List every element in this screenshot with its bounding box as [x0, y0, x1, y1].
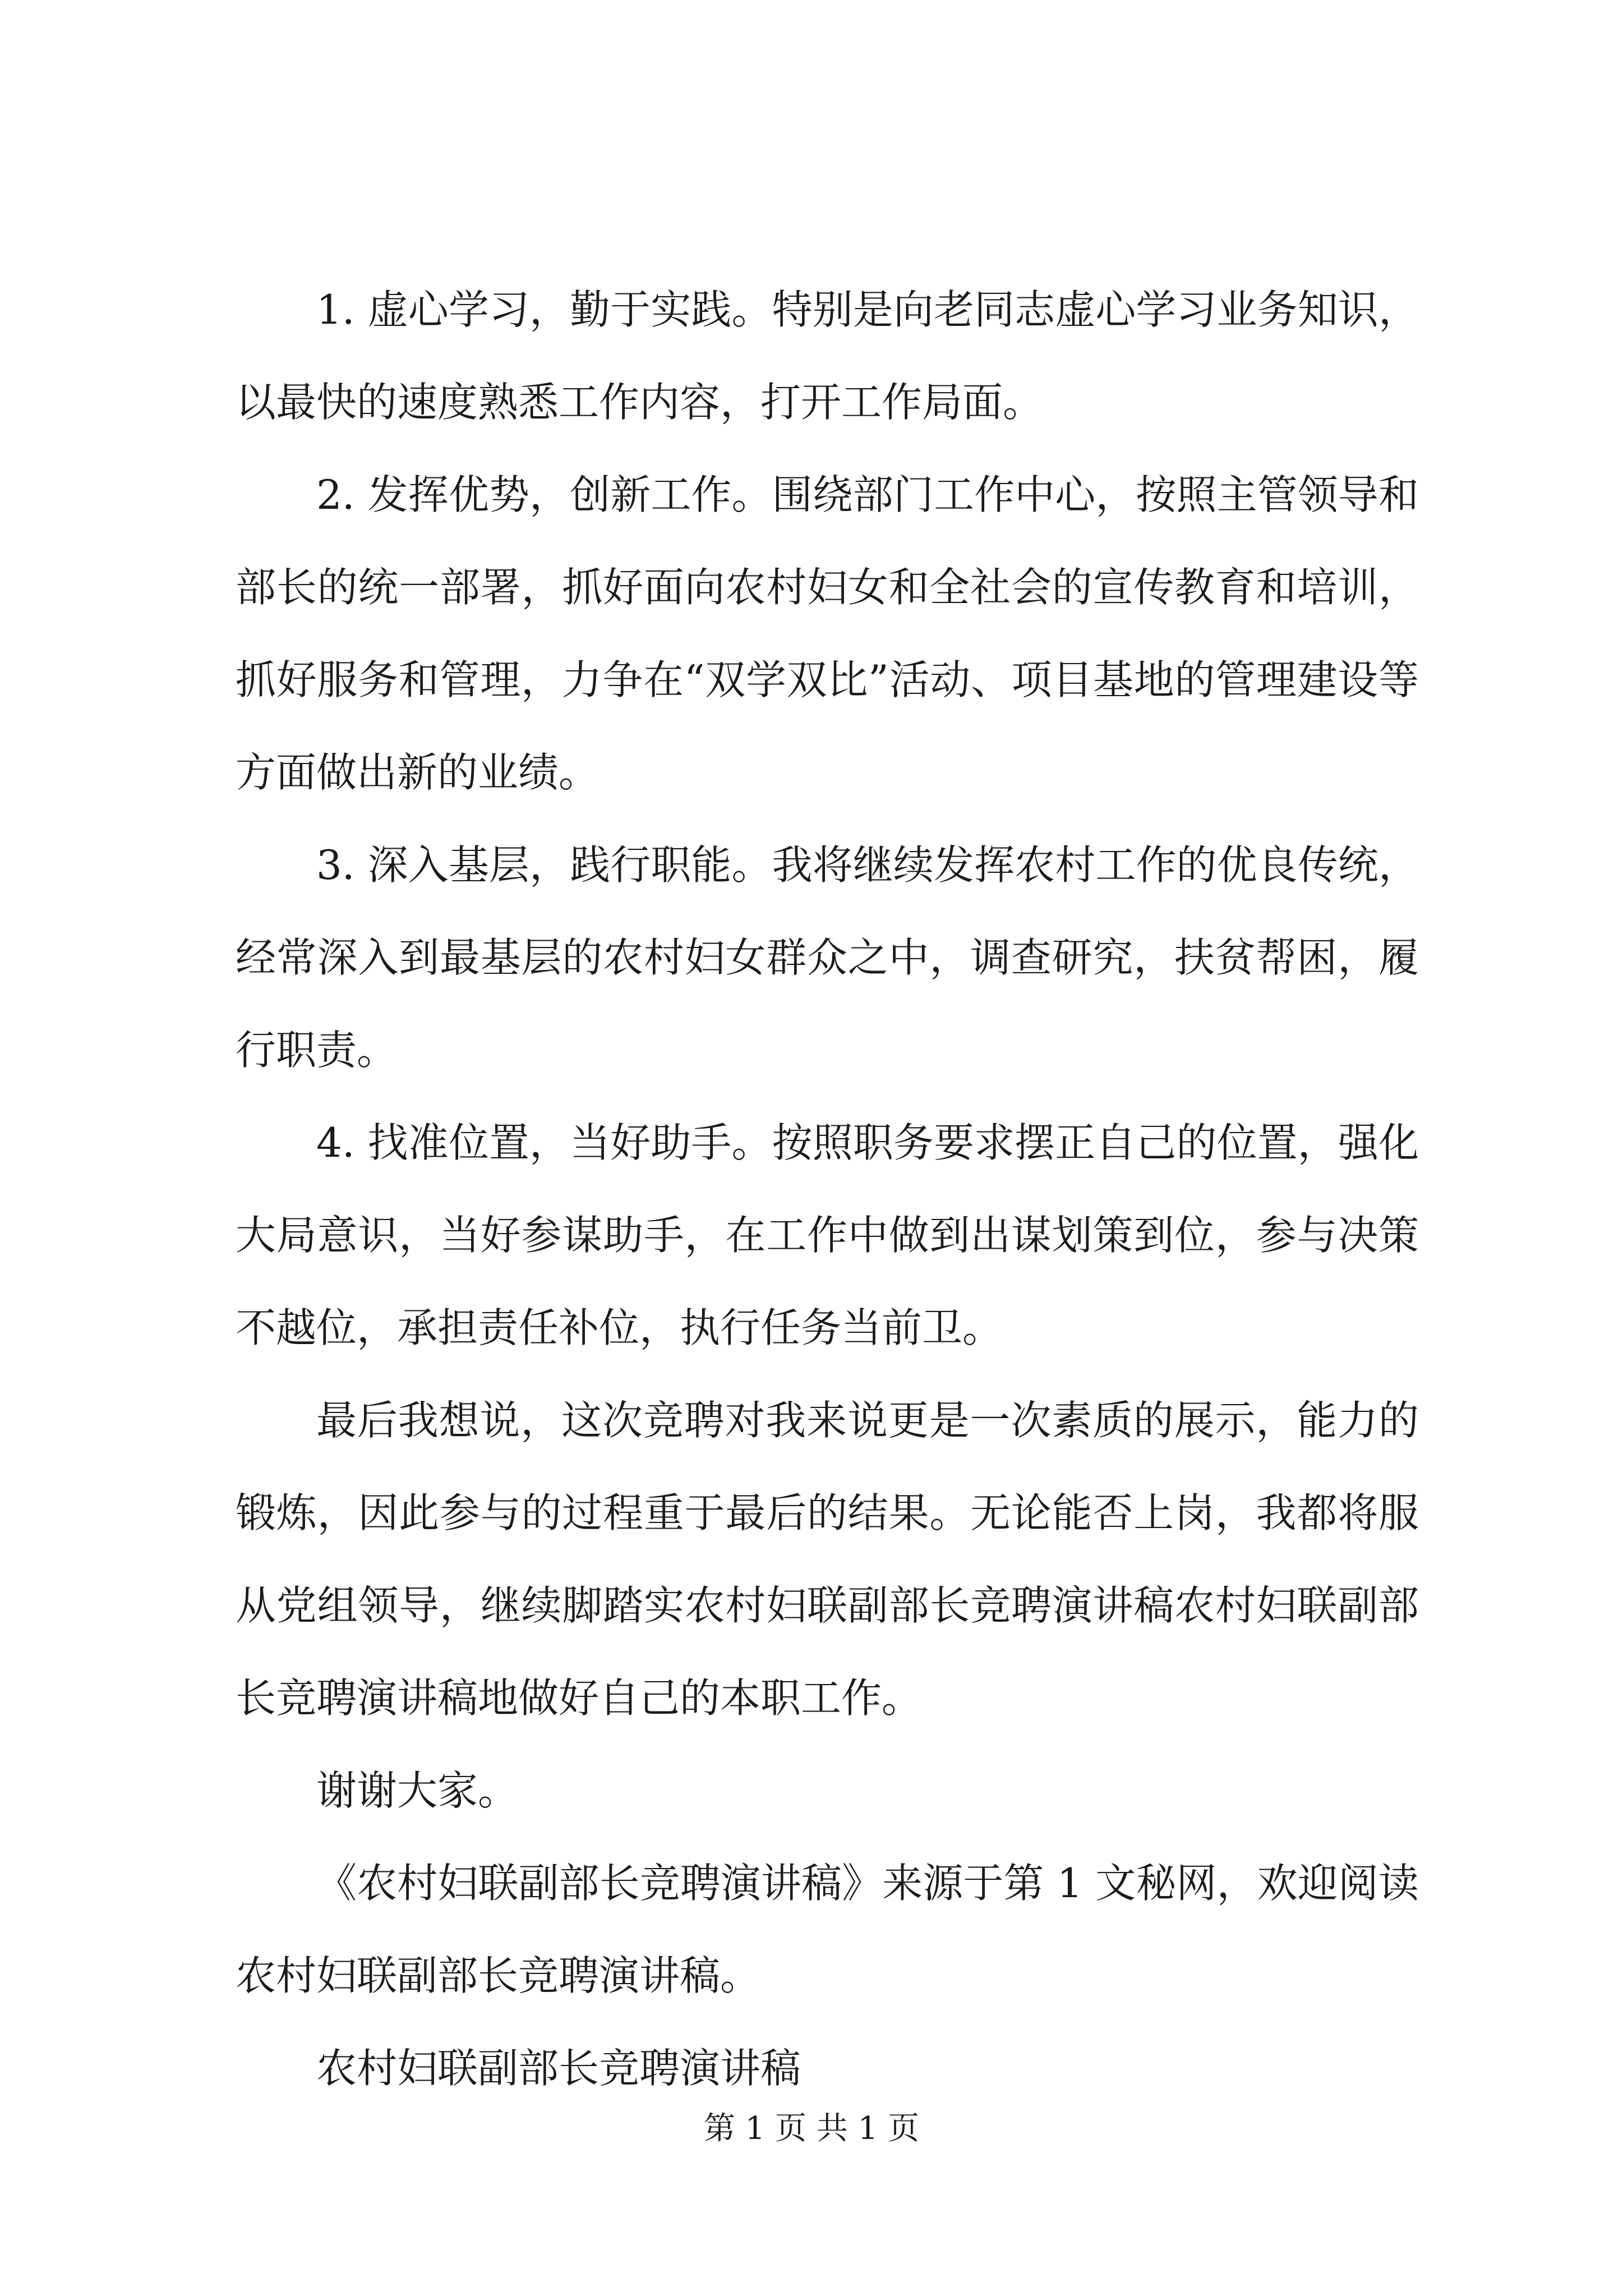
paragraph-thanks: 谢谢大家。	[316, 1767, 519, 1814]
paragraph-2: 2. 发挥优势，创新工作。围绕部门工作中心，按照主管领导和部长的统一部署，抓好面向农村妇女和全社会的宣传教育和培训，抓好服务和管理，力争在“双学双比”活动、项目基地的管理建设等方面做出新的业绩。	[236, 471, 1419, 796]
page-footer: 第 1 页 共 1 页	[703, 2110, 920, 2147]
paragraph-source: 《农村妇联副部长竞聘演讲稿》来源于第 1 文秘网，欢迎阅读农村妇联副部长竞聘演讲稿。	[236, 1860, 1419, 1999]
paragraph-title-repeat: 农村妇联副部长竞聘演讲稿	[316, 2045, 801, 2092]
paragraph-4: 4. 找准位置，当好助手。按照职务要求摆正自己的位置，强化大局意识，当好参谋助手，在工作中做到出谋划策到位，参与决策不越位，承担责任补位，执行任务当前卫。	[236, 1119, 1419, 1351]
paragraph-3: 3. 深入基层，践行职能。我将继续发挥农村工作的优良传统，经常深入到最基层的农村妇女群众之中，调查研究，扶贫帮困，履行职责。	[236, 841, 1419, 1074]
paragraph-conclusion: 最后我想说，这次竞聘对我来说更是一次素质的展示，能力的锻炼，因此参与的过程重于最后的结果。无论能否上岗，我都将服从党组领导，继续脚踏实农村妇联副部长竞聘演讲稿农村妇联副部长竞聘演讲稿地做好自己的本职工作。	[236, 1397, 1419, 1722]
document-body	[236, 264, 1419, 2115]
paragraph-1: 1. 虚心学习，勤于实践。特别是向老同志虚心学习业务知识，以最快的速度熟悉工作内容，打开工作局面。	[236, 286, 1419, 426]
